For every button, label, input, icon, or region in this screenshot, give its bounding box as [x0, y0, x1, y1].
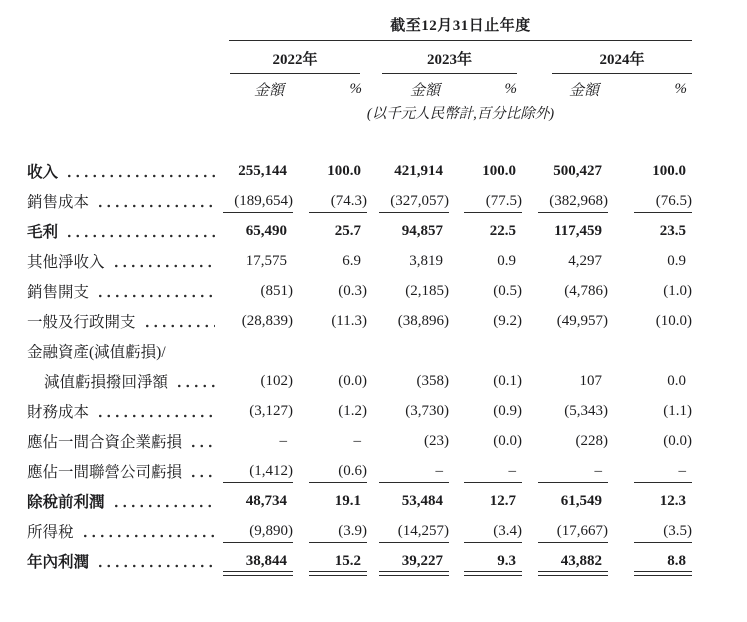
value-cell: 100.0	[652, 162, 686, 179]
value-cell: (0.0)	[493, 432, 522, 449]
row-label-text: 應佔一間聯營公司虧損	[27, 464, 183, 481]
value-cell: 421,914	[394, 162, 443, 179]
row-label-text: 減值虧損撥回淨額	[44, 374, 169, 391]
value-cell: (3,730)	[405, 402, 449, 419]
table-row	[27, 186, 747, 216]
value-cell: –	[449, 463, 522, 480]
value-cell: (358)	[416, 372, 449, 389]
value-cell: (228)	[575, 432, 608, 449]
row-label-text: 所得稅	[27, 524, 74, 541]
row-label-text: 年內利潤	[27, 554, 90, 571]
row-label-text: 應佔一間合資企業虧損	[27, 434, 183, 451]
dot-leader	[175, 384, 215, 388]
amount-header-2022: 金額	[253, 83, 284, 99]
value-cell: 0.9	[667, 252, 686, 269]
row-label	[27, 370, 229, 392]
row-label-text: 財務成本	[27, 404, 90, 421]
percent-header-2023: %	[504, 81, 517, 97]
table-row	[27, 366, 747, 396]
value-cell: 19.1	[334, 492, 361, 509]
row-label	[27, 220, 229, 242]
value-cell: (0.3)	[338, 282, 367, 299]
table-header-note	[27, 102, 747, 123]
table-row	[27, 276, 747, 306]
value-cell: 6.9	[342, 252, 361, 269]
value-cell: (77.5)	[449, 193, 522, 210]
row-label	[27, 520, 229, 542]
value-cell: –	[353, 432, 361, 449]
dot-leader	[96, 294, 215, 298]
value-cell: 0.9	[497, 252, 516, 269]
row-label-text: 金融資產(減值虧損)/	[27, 344, 166, 361]
amount-header-2023: 金額	[409, 83, 440, 99]
percent-header-2022: %	[349, 81, 362, 97]
value-cell: 15.2	[293, 553, 367, 570]
row-label-text: 其他淨收入	[27, 254, 105, 271]
value-cell: –	[522, 463, 608, 480]
dot-leader	[96, 204, 215, 208]
value-cell: 53,484	[401, 492, 443, 509]
value-cell: (0.9)	[493, 402, 522, 419]
table-row	[27, 396, 747, 426]
value-cell: 100.0	[482, 162, 516, 179]
dot-leader	[96, 564, 215, 568]
value-cell: (11.3)	[331, 312, 367, 329]
value-cell: 39,227	[367, 553, 449, 570]
row-label-text: 銷售成本	[27, 194, 90, 211]
table-header-period	[27, 14, 747, 41]
row-label	[27, 400, 229, 422]
percent-header-2024: %	[674, 81, 687, 97]
value-cell: (2,185)	[405, 282, 449, 299]
row-label	[27, 160, 229, 182]
row-label	[27, 430, 229, 452]
row-label	[27, 460, 229, 482]
value-cell: 17,575	[245, 252, 287, 269]
value-cell: 117,459	[554, 222, 602, 239]
value-cell: (5,343)	[564, 402, 608, 419]
value-cell: (851)	[260, 282, 293, 299]
value-cell: (76.5)	[608, 193, 692, 210]
value-cell: 22.5	[489, 222, 516, 239]
table-row	[27, 546, 747, 576]
income-statement-body	[27, 156, 747, 586]
value-cell: (23)	[424, 432, 449, 449]
value-cell: 23.5	[659, 222, 686, 239]
row-label	[27, 490, 229, 512]
row-label	[27, 310, 229, 332]
row-label	[27, 550, 229, 572]
value-cell: (102)	[260, 372, 293, 389]
dot-leader	[189, 444, 215, 448]
row-label-text: 毛利	[27, 224, 59, 241]
value-cell: (9.2)	[493, 312, 522, 329]
value-cell: (3,127)	[249, 402, 293, 419]
dot-leader	[65, 174, 215, 178]
year-header-2023: 2023年	[382, 48, 517, 74]
value-cell: 107	[579, 372, 602, 389]
year-header-2022: 2022年	[230, 48, 360, 74]
dot-leader	[81, 534, 215, 538]
table-row	[27, 336, 747, 366]
value-cell: (1,412)	[229, 463, 293, 480]
table-row	[27, 246, 747, 276]
table-header-measures	[27, 79, 747, 100]
value-cell: 255,144	[238, 162, 287, 179]
value-cell: (1.0)	[663, 282, 692, 299]
row-label	[27, 250, 229, 272]
year-header-2024: 2024年	[552, 48, 692, 74]
table-row	[27, 426, 747, 456]
value-cell: (49,957)	[556, 312, 608, 329]
table-row	[27, 516, 747, 546]
value-cell: (3.4)	[449, 523, 522, 540]
value-cell: (327,057)	[367, 193, 449, 210]
value-cell: 12.7	[489, 492, 516, 509]
value-cell: 500,427	[553, 162, 602, 179]
dot-leader	[96, 414, 215, 418]
value-cell: 4,297	[568, 252, 602, 269]
dot-leader	[112, 504, 215, 508]
value-cell: (74.3)	[293, 193, 367, 210]
table-row	[27, 456, 747, 486]
value-cell: (382,968)	[522, 193, 608, 210]
value-cell: (0.1)	[493, 372, 522, 389]
value-cell: 38,844	[229, 553, 293, 570]
value-cell: (3.5)	[608, 523, 692, 540]
value-cell: (0.0)	[338, 372, 367, 389]
dot-leader	[65, 234, 215, 238]
value-cell: (9,890)	[229, 523, 293, 540]
table-row	[27, 486, 747, 516]
table-row	[27, 156, 747, 186]
value-cell: 61,549	[560, 492, 602, 509]
value-cell: –	[608, 463, 692, 480]
value-cell: (38,896)	[397, 312, 449, 329]
value-cell: –	[279, 432, 287, 449]
value-cell: 48,734	[245, 492, 287, 509]
value-cell: 12.3	[659, 492, 686, 509]
row-label	[27, 340, 229, 362]
row-label-text: 一般及行政開支	[27, 314, 136, 331]
value-cell: (28,839)	[241, 312, 293, 329]
value-cell: (0.6)	[293, 463, 367, 480]
value-cell: (189,654)	[229, 193, 293, 210]
row-label	[27, 190, 229, 212]
value-cell: (3.9)	[293, 523, 367, 540]
value-cell: –	[367, 463, 449, 480]
value-cell: (1.1)	[663, 402, 692, 419]
value-cell: (0.5)	[493, 282, 522, 299]
dot-leader	[112, 264, 215, 268]
value-cell: 25.7	[334, 222, 361, 239]
row-label-text: 銷售開支	[27, 284, 90, 301]
value-cell: (17,667)	[522, 523, 608, 540]
value-cell: 8.8	[608, 553, 692, 570]
value-cell: 65,490	[245, 222, 287, 239]
value-cell: 0.0	[667, 372, 686, 389]
row-label-text: 除稅前利潤	[27, 494, 105, 511]
table-row	[27, 306, 747, 336]
row-label	[27, 280, 229, 302]
value-cell: 100.0	[327, 162, 361, 179]
table-row	[27, 216, 747, 246]
period-title: 截至12月31日止年度	[229, 14, 692, 41]
value-cell: (4,786)	[564, 282, 608, 299]
value-cell: 94,857	[401, 222, 443, 239]
value-cell: (14,257)	[367, 523, 449, 540]
value-cell: (1.2)	[338, 402, 367, 419]
value-cell: 3,819	[409, 252, 443, 269]
table-header-years	[27, 48, 747, 74]
dot-leader	[189, 474, 215, 478]
value-cell: 9.3	[449, 553, 522, 570]
amount-header-2024: 金額	[568, 83, 599, 99]
value-cell: (0.0)	[663, 432, 692, 449]
dot-leader	[143, 324, 215, 328]
value-cell: (10.0)	[655, 312, 692, 329]
units-note: (以千元人民幣計,百分比除外)	[366, 106, 555, 122]
row-label-text: 收入	[27, 164, 59, 181]
value-cell: 43,882	[522, 553, 608, 570]
